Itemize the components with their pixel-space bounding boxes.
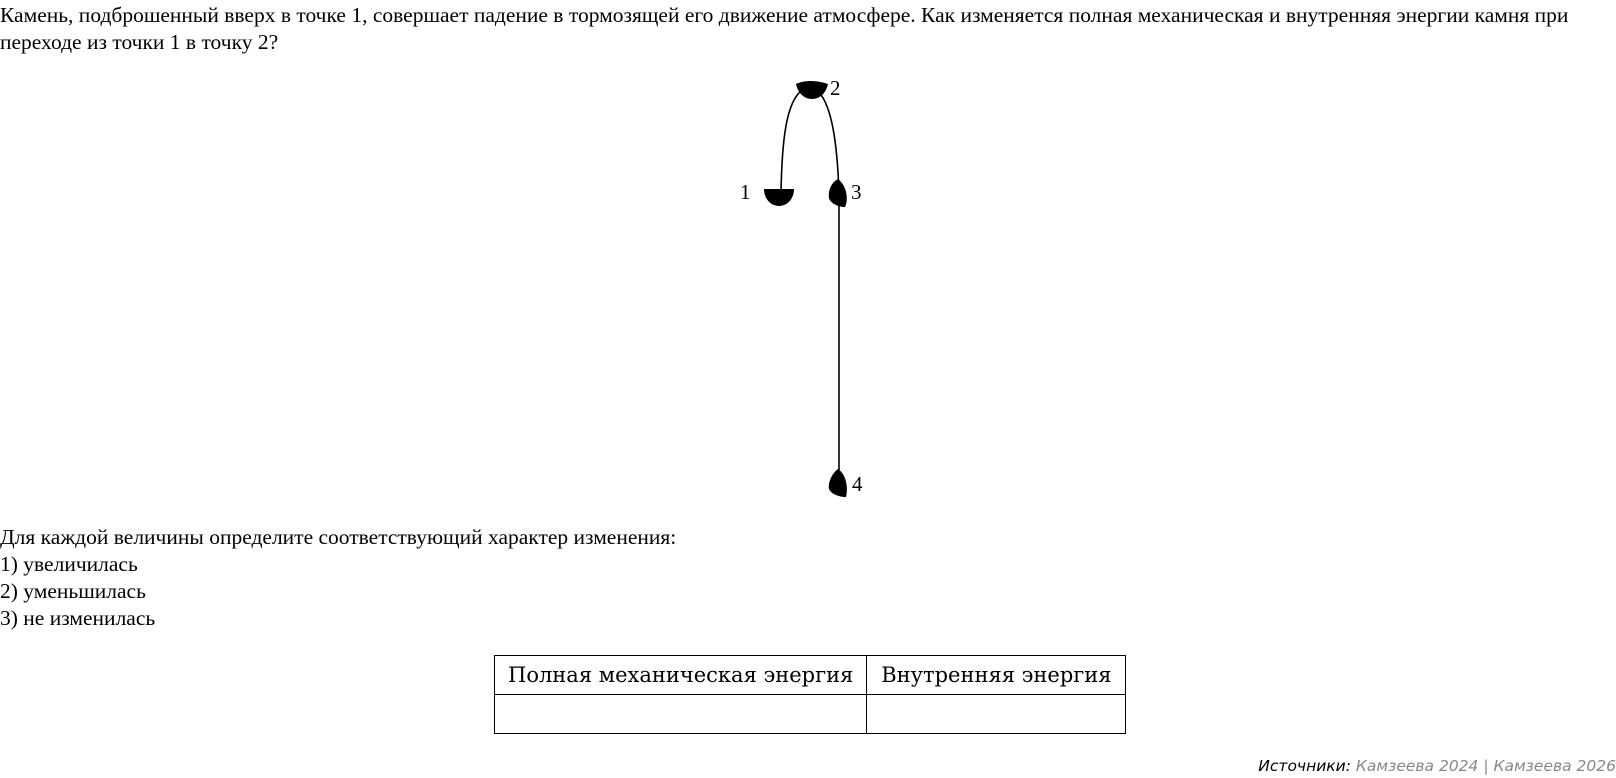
label-point-3: 3 [851,180,862,204]
header-mechanical-energy: Полная механическая энергия [495,656,867,695]
option-unchanged: 3) не изменилась [0,606,156,630]
trajectory-diagram [740,75,880,515]
answer-table-row [495,695,1126,734]
option-decreased: 2) уменьшилась [0,579,146,603]
stone-point-4 [829,469,847,497]
stone-point-2 [796,81,828,99]
trajectory-curve-up [781,87,807,193]
label-point-2: 2 [830,76,841,100]
sources-line [1258,756,1616,776]
question-text: Камень, подброшенный вверх в точке 1, совершает падение в тормозящей его движение атмосфере. Как изменяется полная механическая и внутренняя энергии камня при переходе из точки 1 в точку 2? [0,3,1569,54]
trajectory-figure [740,75,880,515]
options-block [0,524,676,632]
stone-point-1 [764,189,794,206]
answer-cell-internal-energy[interactable] [867,695,1126,734]
label-point-4: 4 [852,472,863,496]
instructions-text: Для каждой величины определите соответствующий характер изменения: [0,525,677,549]
stone-point-3 [829,179,847,207]
label-point-1: 1 [740,180,751,204]
header-internal-energy: Внутренняя энергия [867,656,1126,695]
answer-table [494,655,1126,734]
sources-list: Камзеева 2024 | Камзеева 2026 [1355,757,1616,775]
trajectory-curve-down [812,87,839,193]
answer-cell-mechanical-energy[interactable] [495,695,867,734]
answer-table-header-row [495,656,1126,695]
option-increased: 1) увеличилась [0,552,138,576]
sources-label: Источники: [1258,757,1351,775]
